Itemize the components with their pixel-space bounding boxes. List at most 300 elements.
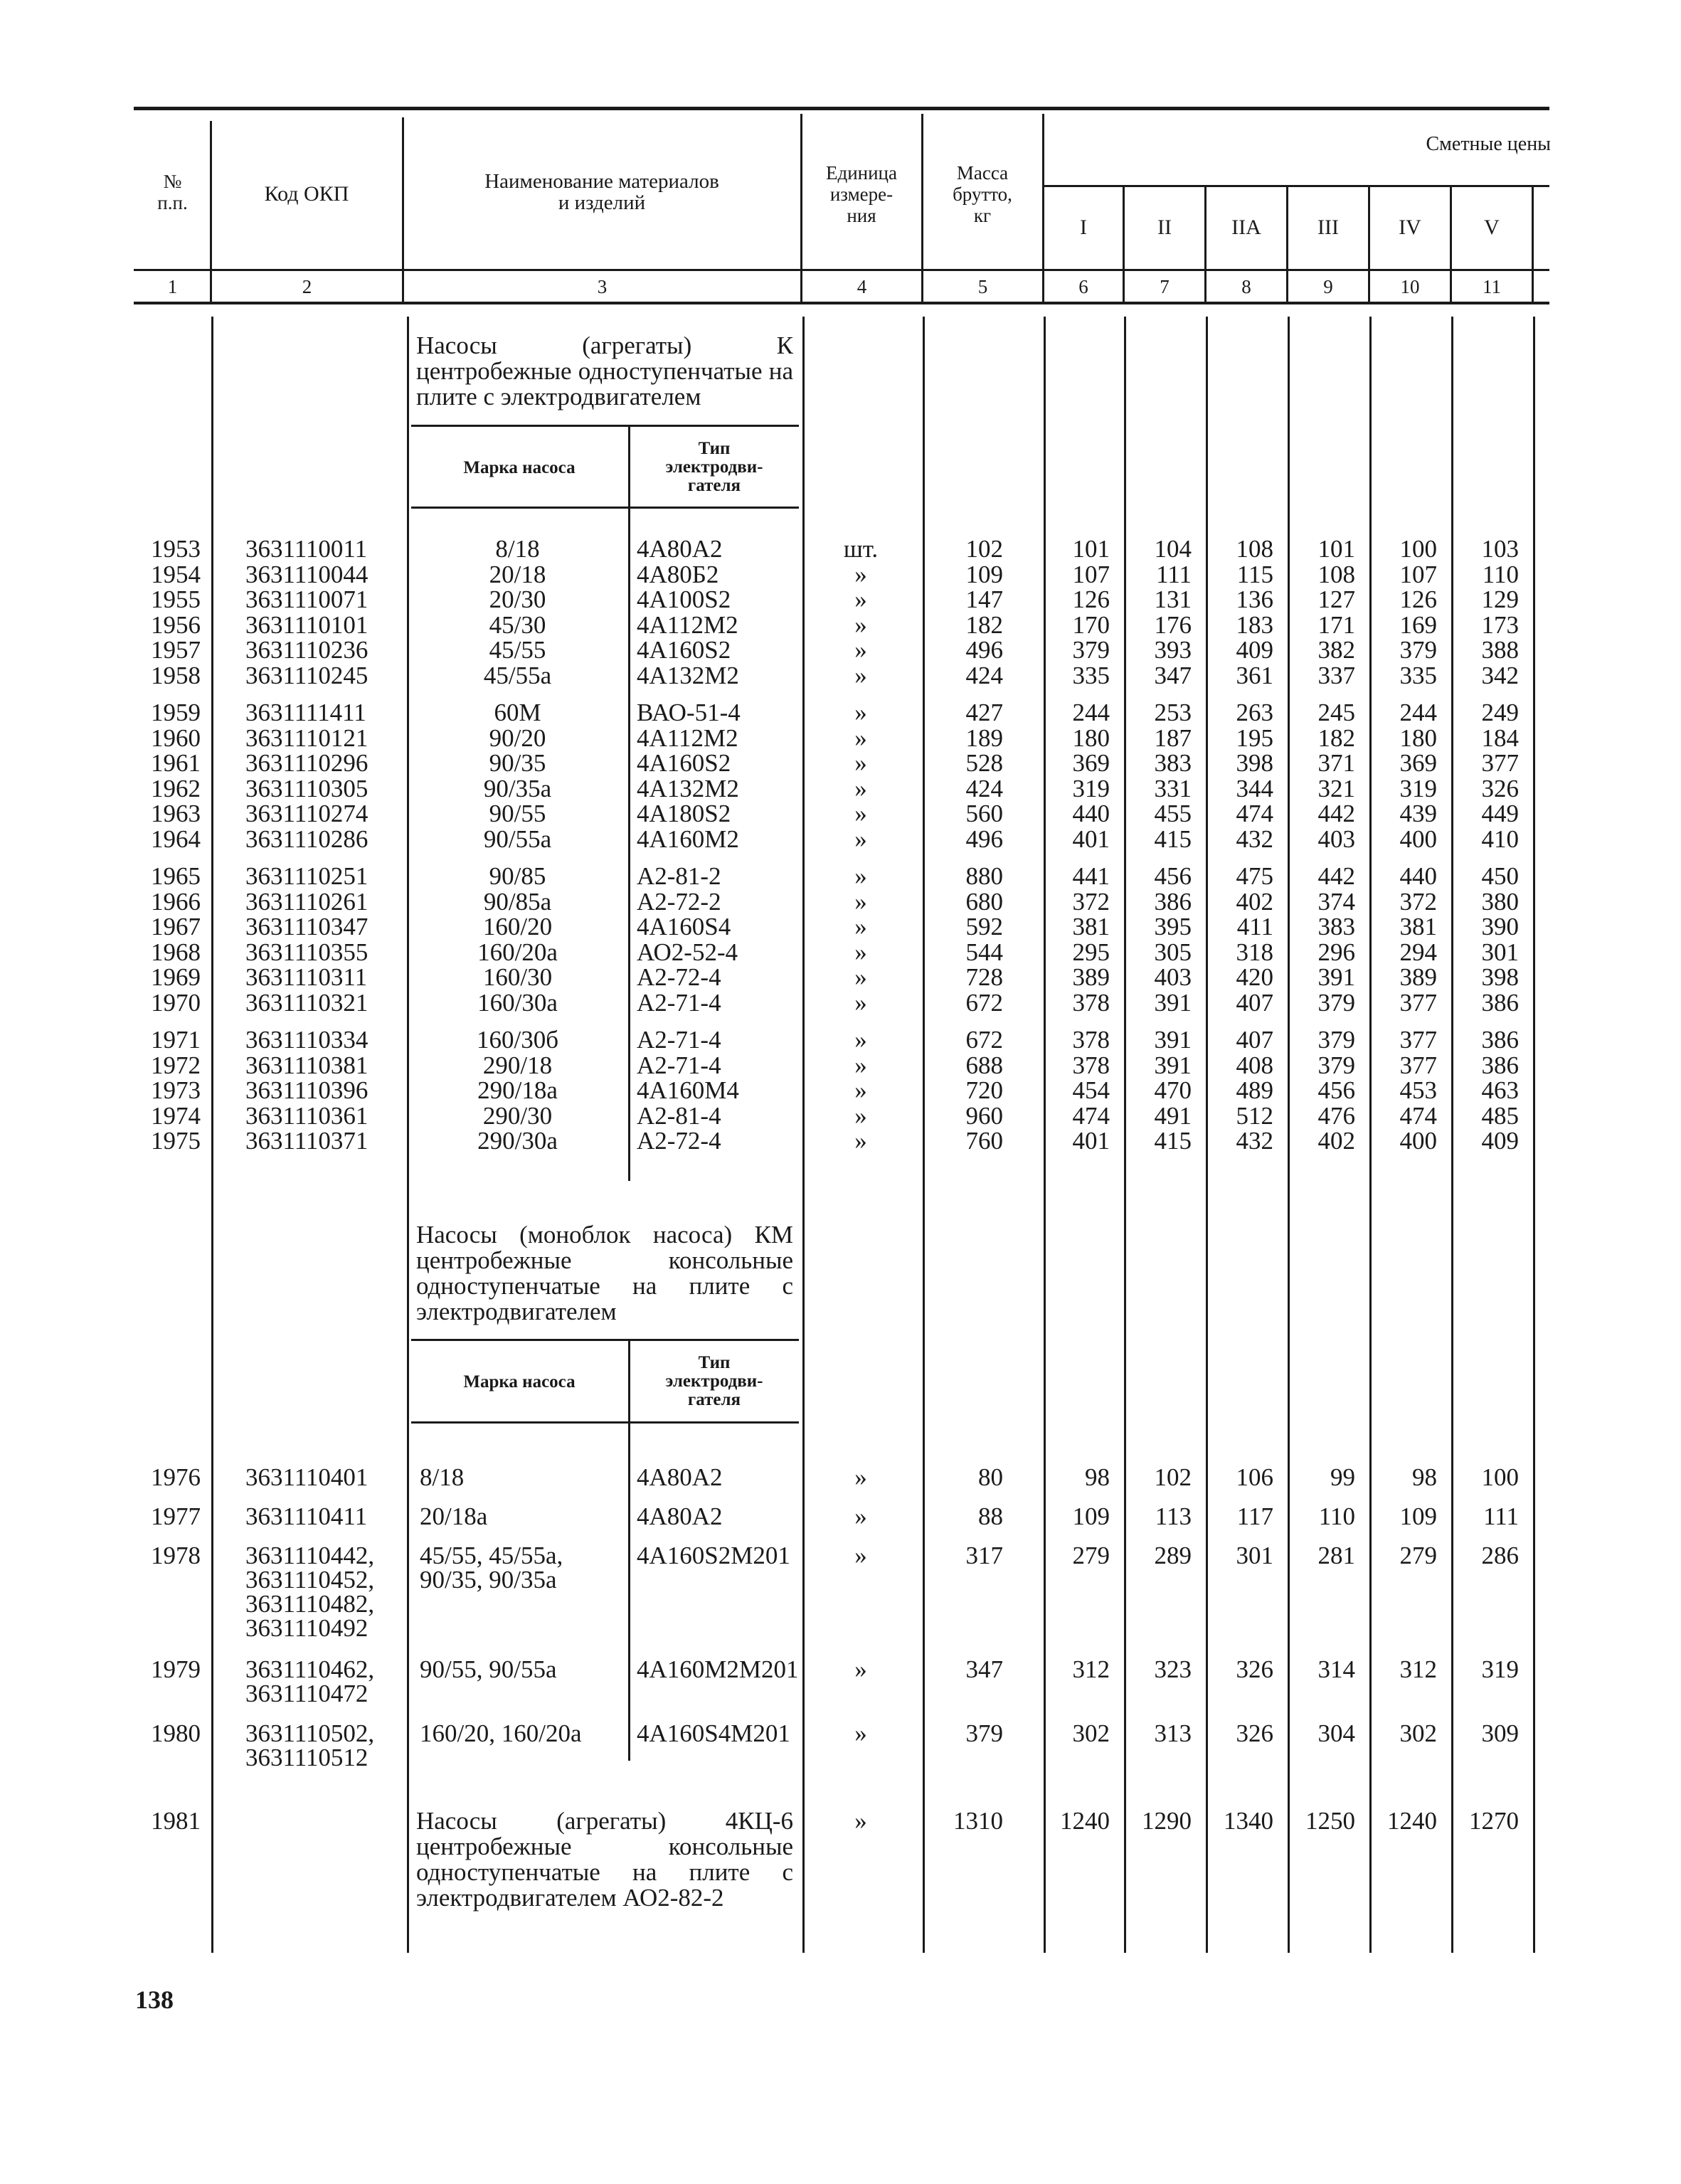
header-mass: Масса брутто, кг bbox=[953, 162, 1012, 226]
okp-code: 3631110274 bbox=[245, 800, 368, 827]
okp-code: 3631110305 bbox=[245, 774, 368, 802]
price-zone-1: 379 bbox=[1072, 636, 1110, 664]
mass: 102 bbox=[965, 535, 1003, 563]
price-zone-3: 411 bbox=[1236, 913, 1273, 940]
pump-mark: 90/55 bbox=[489, 800, 546, 827]
okp-code: 3631110411 bbox=[245, 1502, 368, 1530]
zone-IIA: IIA bbox=[1231, 216, 1261, 239]
unit: » bbox=[854, 963, 867, 991]
mass: 760 bbox=[965, 1127, 1003, 1155]
price-zone-6: 184 bbox=[1481, 723, 1519, 752]
body-vsep-10 bbox=[1451, 317, 1453, 1953]
motor-type: А2-72-2 bbox=[637, 887, 721, 916]
price-zone-1: 335 bbox=[1072, 661, 1110, 689]
unit: » bbox=[854, 1719, 867, 1747]
price-zone-4: 314 bbox=[1317, 1655, 1355, 1683]
price-zone-6: 173 bbox=[1481, 610, 1519, 639]
price-zone-1: 474 bbox=[1072, 1101, 1110, 1130]
price-zone-2: 253 bbox=[1154, 699, 1192, 726]
unit: » bbox=[854, 1026, 867, 1054]
zone-III: III bbox=[1317, 216, 1339, 239]
motor-type: 4А160М2М201 bbox=[637, 1655, 799, 1683]
okp-code: 3631110071 bbox=[245, 585, 368, 613]
section2-sub-type: Тип электродви- гателя bbox=[665, 1353, 763, 1409]
unit: » bbox=[854, 1502, 867, 1530]
price-zone-2: 331 bbox=[1154, 774, 1192, 802]
okp-code: 3631110462, 3631110472 bbox=[245, 1655, 375, 1707]
price-zone-4: 379 bbox=[1317, 1026, 1355, 1054]
unit: » bbox=[854, 800, 867, 827]
mass: 379 bbox=[965, 1719, 1003, 1747]
column-number: 8 bbox=[1241, 276, 1251, 297]
unit: » bbox=[854, 699, 867, 726]
price-zone-5: 377 bbox=[1399, 1026, 1437, 1054]
column-number: 7 bbox=[1160, 276, 1170, 297]
motor-type: 4А160S2М201 bbox=[637, 1542, 790, 1569]
unit: » bbox=[854, 1542, 867, 1569]
body-vsep-8 bbox=[1288, 317, 1290, 1953]
motor-type: 4А132М2 bbox=[637, 661, 739, 689]
hdr-vsep-2 bbox=[402, 117, 404, 302]
price-zone-4: 171 bbox=[1317, 610, 1355, 639]
price-zone-5: 335 bbox=[1399, 661, 1437, 689]
price-zone-6: 301 bbox=[1481, 938, 1519, 966]
motor-type: А2-71-4 bbox=[637, 988, 721, 1017]
column-number: 3 bbox=[597, 276, 608, 297]
pump-mark: 160/30б bbox=[476, 1026, 559, 1054]
okp-code: 3631111411 bbox=[245, 699, 366, 726]
zone-IV: IV bbox=[1399, 216, 1421, 239]
price-zone-2: 347 bbox=[1154, 661, 1192, 689]
mass: 560 bbox=[965, 800, 1003, 827]
unit: » bbox=[854, 913, 867, 940]
price-zone-5: 244 bbox=[1399, 699, 1437, 726]
pump-mark: 160/20а bbox=[477, 938, 558, 966]
section2-title: Насосы (моноблок насоса) КМ центробежные консольные одноступенчатые на плите с электродвигателем bbox=[416, 1221, 793, 1325]
pump-mark: 90/55а bbox=[483, 825, 552, 853]
row-1981-price-6: 1270 bbox=[1469, 1807, 1519, 1835]
price-zone-6: 449 bbox=[1481, 800, 1519, 827]
price-zone-2: 391 bbox=[1154, 1051, 1192, 1079]
price-zone-1: 126 bbox=[1072, 585, 1110, 613]
price-zone-1: 378 bbox=[1072, 1026, 1110, 1054]
price-zone-6: 380 bbox=[1481, 887, 1519, 916]
mass: 544 bbox=[965, 938, 1003, 966]
motor-type: А2-81-4 bbox=[637, 1101, 721, 1130]
row-number: 1979 bbox=[151, 1655, 201, 1683]
column-number: 1 bbox=[167, 276, 178, 297]
unit: шт. bbox=[843, 535, 879, 563]
mass: 88 bbox=[978, 1502, 1003, 1530]
price-zone-2: 131 bbox=[1154, 585, 1192, 613]
price-zone-1: 441 bbox=[1072, 862, 1110, 890]
price-zone-1: 109 bbox=[1072, 1502, 1110, 1530]
price-zone-3: 136 bbox=[1236, 585, 1273, 613]
price-zone-3: 402 bbox=[1236, 887, 1273, 916]
row-1981-no: 1981 bbox=[151, 1807, 201, 1835]
body-vsep-7 bbox=[1206, 317, 1208, 1953]
price-zone-6: 309 bbox=[1481, 1719, 1519, 1747]
price-zone-5: 107 bbox=[1399, 560, 1437, 588]
price-zone-3: 408 bbox=[1236, 1051, 1273, 1079]
unit: » bbox=[854, 825, 867, 853]
mass: 960 bbox=[965, 1101, 1003, 1130]
pump-mark: 290/30 bbox=[482, 1101, 553, 1130]
price-zone-2: 102 bbox=[1154, 1463, 1192, 1491]
price-zone-6: 386 bbox=[1481, 1051, 1519, 1079]
price-zone-2: 391 bbox=[1154, 988, 1192, 1017]
row-1981-mass: 1310 bbox=[953, 1807, 1003, 1835]
mass: 880 bbox=[965, 862, 1003, 890]
price-zone-2: 470 bbox=[1154, 1076, 1192, 1104]
price-zone-3: 106 bbox=[1236, 1463, 1273, 1491]
body-vsep-11 bbox=[1533, 317, 1535, 1953]
pump-mark: 90/35 bbox=[489, 749, 546, 777]
row-number: 1969 bbox=[151, 963, 201, 991]
pump-mark: 8/18 bbox=[420, 1463, 465, 1491]
price-zone-4: 379 bbox=[1317, 988, 1355, 1017]
mass: 147 bbox=[965, 585, 1003, 613]
mass: 80 bbox=[978, 1463, 1003, 1491]
unit: » bbox=[854, 862, 867, 890]
pump-mark: 90/55, 90/55а bbox=[420, 1655, 557, 1683]
price-zone-5: 439 bbox=[1399, 800, 1437, 827]
price-zone-4: 108 bbox=[1317, 560, 1355, 588]
motor-type: 4А80Б2 bbox=[637, 560, 719, 588]
price-zone-3: 318 bbox=[1236, 938, 1273, 966]
unit: » bbox=[854, 723, 867, 752]
price-zone-5: 180 bbox=[1399, 723, 1437, 752]
unit: » bbox=[854, 774, 867, 802]
row-number: 1976 bbox=[151, 1463, 201, 1491]
price-zone-5: 377 bbox=[1399, 988, 1437, 1017]
row-number: 1956 bbox=[151, 610, 201, 639]
pump-mark: 90/85а bbox=[483, 887, 552, 916]
column-number: 10 bbox=[1400, 276, 1420, 297]
price-zone-6: 390 bbox=[1481, 913, 1519, 940]
pump-mark: 60М bbox=[494, 699, 541, 726]
column-number: 6 bbox=[1078, 276, 1088, 297]
section1-sub-vsep bbox=[628, 427, 630, 1181]
mass: 424 bbox=[965, 661, 1003, 689]
price-zone-6: 450 bbox=[1481, 862, 1519, 890]
price-zone-3: 117 bbox=[1236, 1502, 1273, 1530]
price-zone-1: 101 bbox=[1072, 535, 1110, 563]
row-number: 1972 bbox=[151, 1051, 201, 1079]
row-number: 1971 bbox=[151, 1026, 201, 1054]
okp-code: 3631110121 bbox=[245, 723, 368, 752]
pump-mark: 20/18а bbox=[420, 1502, 488, 1530]
zone-I: I bbox=[1080, 216, 1087, 239]
section1-sub-type: Тип электродви- гателя bbox=[665, 439, 763, 495]
price-zone-3: 263 bbox=[1236, 699, 1273, 726]
motor-type: 4А180S2 bbox=[637, 800, 731, 827]
price-zone-6: 409 bbox=[1481, 1127, 1519, 1155]
price-zone-5: 302 bbox=[1399, 1719, 1437, 1747]
price-zone-3: 432 bbox=[1236, 1127, 1273, 1155]
section1-title: Насосы (агрегаты) К центробежные одноступенчатые на плите с электродвигателем bbox=[416, 332, 793, 410]
price-zone-4: 127 bbox=[1317, 585, 1355, 613]
price-zone-3: 361 bbox=[1236, 661, 1273, 689]
unit: » bbox=[854, 636, 867, 664]
motor-type: 4А112М2 bbox=[637, 610, 738, 639]
row-number: 1977 bbox=[151, 1502, 201, 1530]
zone-V: V bbox=[1484, 216, 1500, 239]
unit: » bbox=[854, 1127, 867, 1155]
okp-code: 3631110044 bbox=[245, 560, 368, 588]
okp-code: 3631110321 bbox=[245, 988, 368, 1017]
price-zone-6: 129 bbox=[1481, 585, 1519, 613]
price-zone-5: 279 bbox=[1399, 1542, 1437, 1569]
price-zone-4: 304 bbox=[1317, 1719, 1355, 1747]
mass: 427 bbox=[965, 699, 1003, 726]
pump-mark: 290/18 bbox=[482, 1051, 553, 1079]
okp-code: 3631110245 bbox=[245, 661, 368, 689]
section1-sub-top-rule bbox=[411, 425, 799, 427]
header-code: Код ОКП bbox=[264, 182, 349, 206]
price-zone-5: 379 bbox=[1399, 636, 1437, 664]
unit: » bbox=[854, 1051, 867, 1079]
pump-mark: 8/18 bbox=[495, 535, 540, 563]
price-zone-3: 326 bbox=[1236, 1719, 1273, 1747]
price-zone-1: 389 bbox=[1072, 963, 1110, 991]
price-zone-4: 337 bbox=[1317, 661, 1355, 689]
price-zone-1: 279 bbox=[1072, 1542, 1110, 1569]
unit: » bbox=[854, 1101, 867, 1130]
price-zone-4: 245 bbox=[1317, 699, 1355, 726]
pump-mark: 45/30 bbox=[489, 610, 546, 639]
price-zone-1: 369 bbox=[1072, 749, 1110, 777]
unit: » bbox=[854, 1076, 867, 1104]
unit: » bbox=[854, 1655, 867, 1683]
price-zone-3: 344 bbox=[1236, 774, 1273, 802]
body-vsep-3 bbox=[802, 317, 805, 1953]
pump-mark: 160/20, 160/20а bbox=[420, 1719, 582, 1747]
row-number: 1964 bbox=[151, 825, 201, 853]
price-zone-1: 372 bbox=[1072, 887, 1110, 916]
price-zone-4: 382 bbox=[1317, 636, 1355, 664]
header-unit: Единица измере- ния bbox=[825, 162, 897, 226]
price-zone-3: 183 bbox=[1236, 610, 1273, 639]
row-1981-price-4: 1250 bbox=[1305, 1807, 1355, 1835]
price-zone-4: 402 bbox=[1317, 1127, 1355, 1155]
motor-type: 4А100S2 bbox=[637, 585, 731, 613]
okp-code: 3631110396 bbox=[245, 1076, 368, 1104]
mass: 424 bbox=[965, 774, 1003, 802]
section2-sub-vsep bbox=[628, 1341, 630, 1761]
pump-mark: 20/30 bbox=[489, 585, 546, 613]
price-zone-6: 342 bbox=[1481, 661, 1519, 689]
row-number: 1961 bbox=[151, 749, 201, 777]
row-1981-price-5: 1240 bbox=[1387, 1807, 1437, 1835]
unit: » bbox=[854, 610, 867, 639]
price-zone-1: 319 bbox=[1072, 774, 1110, 802]
price-zone-4: 281 bbox=[1317, 1542, 1355, 1569]
mass: 680 bbox=[965, 887, 1003, 916]
price-zone-3: 108 bbox=[1236, 535, 1273, 563]
price-zone-4: 476 bbox=[1317, 1101, 1355, 1130]
price-zone-3: 407 bbox=[1236, 1026, 1273, 1054]
motor-type: 4А160S2 bbox=[637, 749, 731, 777]
row-number: 1973 bbox=[151, 1076, 201, 1104]
unit: » bbox=[854, 938, 867, 966]
price-zone-4: 442 bbox=[1317, 800, 1355, 827]
motor-type: 4А112М2 bbox=[637, 723, 738, 752]
okp-code: 3631110502, 3631110512 bbox=[245, 1719, 375, 1771]
price-zone-2: 111 bbox=[1156, 560, 1192, 588]
okp-code: 3631110381 bbox=[245, 1051, 368, 1079]
price-zone-4: 110 bbox=[1318, 1502, 1355, 1530]
row-number: 1962 bbox=[151, 774, 201, 802]
price-zone-5: 381 bbox=[1399, 913, 1437, 940]
okp-code: 3631110311 bbox=[245, 963, 368, 991]
mass: 109 bbox=[965, 560, 1003, 588]
motor-type: АО2-52-4 bbox=[637, 938, 738, 966]
mass: 496 bbox=[965, 636, 1003, 664]
price-zone-3: 195 bbox=[1236, 723, 1273, 752]
okp-code: 3631110334 bbox=[245, 1026, 368, 1054]
price-zone-3: 432 bbox=[1236, 825, 1273, 853]
row-number: 1959 bbox=[151, 699, 201, 726]
price-zone-4: 296 bbox=[1317, 938, 1355, 966]
pump-mark: 90/85 bbox=[489, 862, 546, 890]
price-zone-4: 379 bbox=[1317, 1051, 1355, 1079]
motor-type: 4А160М4 bbox=[637, 1076, 739, 1104]
hdr-vsep-11 bbox=[1532, 186, 1534, 302]
row-number: 1954 bbox=[151, 560, 201, 588]
price-zone-1: 170 bbox=[1072, 610, 1110, 639]
body-vsep-9 bbox=[1369, 317, 1372, 1953]
price-zone-5: 126 bbox=[1399, 585, 1437, 613]
mass: 720 bbox=[965, 1076, 1003, 1104]
price-zone-5: 400 bbox=[1399, 1127, 1437, 1155]
price-zone-2: 313 bbox=[1154, 1719, 1192, 1747]
unit: » bbox=[854, 988, 867, 1017]
row-number: 1974 bbox=[151, 1101, 201, 1130]
page-number: 138 bbox=[135, 1986, 174, 2014]
price-zone-6: 249 bbox=[1481, 699, 1519, 726]
unit: » bbox=[854, 887, 867, 916]
unit: » bbox=[854, 1463, 867, 1491]
motor-type: 4А80А2 bbox=[637, 1502, 723, 1530]
column-numbers-bottom-rule bbox=[134, 302, 1549, 304]
price-zone-6: 410 bbox=[1481, 825, 1519, 853]
unit: » bbox=[854, 661, 867, 689]
unit: » bbox=[854, 560, 867, 588]
okp-code: 3631110296 bbox=[245, 749, 368, 777]
okp-code: 3631110101 bbox=[245, 610, 368, 639]
pump-mark: 290/18а bbox=[477, 1076, 558, 1104]
mass: 496 bbox=[965, 825, 1003, 853]
price-zone-5: 377 bbox=[1399, 1051, 1437, 1079]
price-zone-2: 289 bbox=[1154, 1542, 1192, 1569]
column-number: 9 bbox=[1323, 276, 1333, 297]
price-zone-1: 401 bbox=[1072, 1127, 1110, 1155]
price-zone-6: 100 bbox=[1481, 1463, 1519, 1491]
price-zone-2: 415 bbox=[1154, 1127, 1192, 1155]
price-zone-1: 244 bbox=[1072, 699, 1110, 726]
price-zone-2: 104 bbox=[1154, 535, 1192, 563]
section1-sub-mark: Марка насоса bbox=[463, 458, 576, 477]
column-number: 2 bbox=[302, 276, 312, 297]
price-zone-3: 512 bbox=[1236, 1101, 1273, 1130]
pump-mark: 45/55а bbox=[483, 661, 552, 689]
price-zone-6: 386 bbox=[1481, 988, 1519, 1017]
pump-mark: 160/30а bbox=[477, 988, 558, 1017]
row-number: 1957 bbox=[151, 636, 201, 664]
price-zone-6: 485 bbox=[1481, 1101, 1519, 1130]
price-zone-1: 295 bbox=[1072, 938, 1110, 966]
okp-code: 3631110401 bbox=[245, 1463, 368, 1491]
price-zone-1: 378 bbox=[1072, 988, 1110, 1017]
body-vsep-1 bbox=[211, 317, 213, 1953]
price-zone-4: 99 bbox=[1330, 1463, 1355, 1491]
row-number: 1978 bbox=[151, 1542, 201, 1569]
price-zone-1: 381 bbox=[1072, 913, 1110, 940]
row-number: 1965 bbox=[151, 862, 201, 890]
motor-type: А2-72-4 bbox=[637, 963, 721, 991]
price-zone-6: 103 bbox=[1481, 535, 1519, 563]
mass: 317 bbox=[965, 1542, 1003, 1569]
price-zone-1: 98 bbox=[1085, 1463, 1110, 1491]
price-zone-1: 454 bbox=[1072, 1076, 1110, 1104]
pump-mark: 160/20 bbox=[482, 913, 553, 940]
okp-code: 3631110347 bbox=[245, 913, 368, 940]
price-zone-4: 182 bbox=[1317, 723, 1355, 752]
price-zone-5: 319 bbox=[1399, 774, 1437, 802]
price-zone-6: 377 bbox=[1481, 749, 1519, 777]
okp-code: 3631110286 bbox=[245, 825, 368, 853]
price-zone-3: 475 bbox=[1236, 862, 1273, 890]
row-number: 1975 bbox=[151, 1127, 201, 1155]
motor-type: 4А160S2 bbox=[637, 636, 731, 664]
row-1981-unit: » bbox=[854, 1807, 867, 1835]
row-number: 1970 bbox=[151, 988, 201, 1017]
hdr-vsep-4 bbox=[921, 114, 923, 302]
row-number: 1960 bbox=[151, 723, 201, 752]
motor-type: 4А160S4М201 bbox=[637, 1719, 790, 1747]
price-zone-1: 378 bbox=[1072, 1051, 1110, 1079]
okp-code: 3631110251 bbox=[245, 862, 368, 890]
price-zone-6: 111 bbox=[1483, 1502, 1519, 1530]
pump-mark: 160/30 bbox=[482, 963, 553, 991]
price-zone-3: 420 bbox=[1236, 963, 1273, 991]
price-zone-3: 326 bbox=[1236, 1655, 1273, 1683]
price-zone-3: 407 bbox=[1236, 988, 1273, 1017]
price-zone-5: 389 bbox=[1399, 963, 1437, 991]
row-number: 1967 bbox=[151, 913, 201, 940]
price-zone-5: 369 bbox=[1399, 749, 1437, 777]
price-zone-4: 383 bbox=[1317, 913, 1355, 940]
pump-mark: 90/35а bbox=[483, 774, 552, 802]
section2-sub-mark: Марка насоса bbox=[463, 1372, 576, 1391]
row-1981-title: Насосы (агрегаты) 4КЦ-6 центробежные консольные одноступенчатые на плите с электродвигателем АО2-82-2 bbox=[416, 1807, 793, 1912]
pump-mark: 45/55, 45/55а, 90/35, 90/35а bbox=[420, 1542, 563, 1594]
unit: » bbox=[854, 749, 867, 777]
price-zone-3: 474 bbox=[1236, 800, 1273, 827]
price-zone-2: 403 bbox=[1154, 963, 1192, 991]
price-zone-2: 393 bbox=[1154, 636, 1192, 664]
motor-type: А2-81-2 bbox=[637, 862, 721, 890]
row-1981-price-2: 1290 bbox=[1142, 1807, 1192, 1835]
price-zone-4: 371 bbox=[1317, 749, 1355, 777]
row-number: 1953 bbox=[151, 535, 201, 563]
row-number: 1966 bbox=[151, 887, 201, 916]
mass: 728 bbox=[965, 963, 1003, 991]
motor-type: А2-71-4 bbox=[637, 1026, 721, 1054]
hdr-vsep-1 bbox=[210, 121, 212, 302]
mass: 672 bbox=[965, 1026, 1003, 1054]
